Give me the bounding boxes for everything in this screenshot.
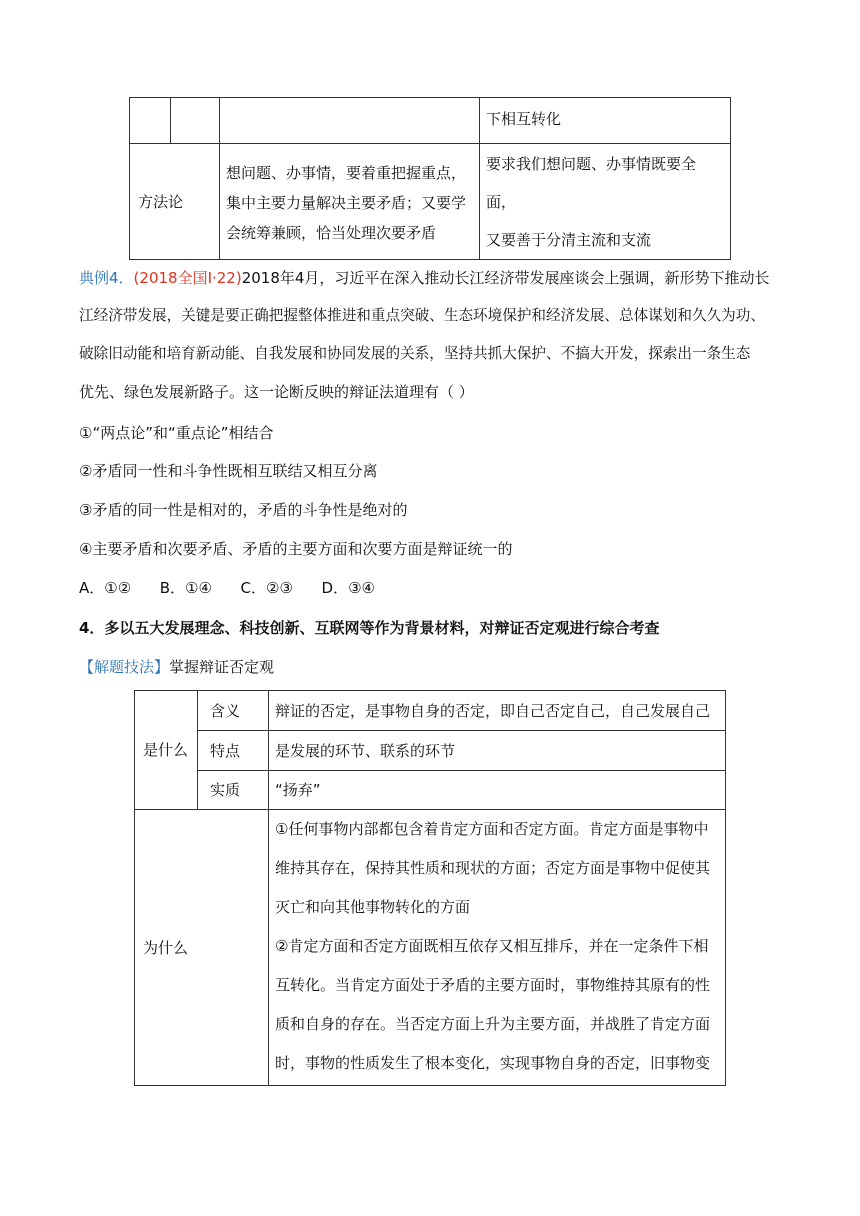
why-line: 时，事物的性质发生了根本变化，实现事物自身的否定，旧事物变 (275, 1054, 711, 1072)
cell-empty-b (171, 98, 220, 144)
cell-value (269, 691, 726, 731)
row-value: 辩证的否定，是事物自身的否定，即自己否定自己，自己发展自己 (275, 701, 711, 720)
example4-line-2: 江经济带发展，关键是要正确把握整体推进和重点突破、生态环境保护和经济发展、总体谋划和久久为功、 (79, 307, 765, 324)
row-value: “扬弃” (275, 781, 321, 799)
cell-what (135, 691, 198, 810)
cell-text: 下相互转化 (486, 110, 562, 128)
why-line: ②肯定方面和否定方面既相互依存又相互排斥，并在一定条件下相 (275, 937, 709, 955)
what-label: 是什么 (143, 741, 189, 759)
option-4: ④主要矛盾和次要矛盾、矛盾的主要方面和次要方面是辩证统一的 (79, 540, 513, 558)
method-mid-line: 集中主要力量解决主要矛盾；又要学 (226, 193, 467, 212)
method-mid-line: 会统筹兼顾，恰当处理次要矛盾 (226, 223, 437, 242)
example4-line-4: 优先、绿色发展新路子。这一论断反映的辩证法道理有（ ） (79, 383, 474, 401)
why-line: ①任何事物内部都包含着肯定方面和否定方面。肯定方面是事物中 (275, 820, 709, 838)
answer-choices: A．①② B．①④ C．②③ D．③④ (79, 579, 375, 597)
option-2: ②矛盾同一性和斗争性既相互联结又相互分离 (79, 462, 378, 480)
why-line: 灭亡和向其他事物转化的方面 (275, 898, 471, 916)
example4-line-1 (79, 268, 769, 288)
tip-line (79, 657, 274, 677)
cell-method-label (130, 144, 220, 260)
method-mid-line: 想问题、办事情，要着重把握重点， (226, 163, 467, 182)
cell-value (269, 771, 726, 810)
row-key: 实质 (210, 781, 241, 799)
option-1: ①“两点论”和“重点论”相结合 (79, 424, 274, 442)
method-right-line: 要求我们想问题、办事情既要全面， (486, 154, 697, 211)
cell-key (198, 691, 269, 731)
cell-key (198, 771, 269, 810)
example4-line-3: 破除旧动能和培育新动能、自我发展和协同发展的关系，坚持共抓大保护、不搞大开发，探索出一条生态 (79, 345, 751, 362)
tip-text: 掌握辩证否定观 (169, 658, 275, 676)
example-text: 2018年4月，习近平在深入推动长江经济带发展座谈会上强调，新形势下推动长 (241, 269, 770, 287)
table-dialectics-continued (129, 97, 731, 260)
why-label: 为什么 (143, 938, 189, 957)
row-value: 是发展的环节、联系的环节 (275, 741, 456, 760)
cell-value (269, 731, 726, 771)
example-label: 典例4． (79, 269, 134, 287)
row-key: 特点 (210, 741, 241, 760)
why-line: 维持其存在，保持其性质和现状的方面；否定方面是事物中促使其 (275, 859, 711, 877)
example-source: (2018全国Ⅰ·22) (133, 269, 242, 287)
cell-method-right (480, 144, 731, 260)
why-line: 质和自身的存在。当否定方面上升为主要方面，并战胜了肯定方面 (275, 1015, 711, 1033)
row-key: 含义 (210, 701, 241, 720)
cell-key (198, 731, 269, 771)
why-line: 互转化。当肯定方面处于矛盾的主要方面时，事物维持其原有的性 (275, 976, 711, 994)
cell-top-right (480, 98, 731, 144)
section-heading: 4．多以五大发展理念、科技创新、互联网等作为背景材料，对辩证否定观进行综合考查 (79, 619, 660, 637)
cell-why-content (269, 810, 726, 1086)
cell-empty-c (220, 98, 480, 144)
tip-label: 【解题技法】 (79, 658, 170, 676)
method-label: 方法论 (138, 192, 184, 211)
option-3: ③矛盾的同一性是相对的，矛盾的斗争性是绝对的 (79, 501, 408, 519)
method-right-line: 又要善于分清主流和支流 (486, 230, 652, 249)
table-dialectical-negation (134, 690, 726, 1086)
cell-method-mid (220, 144, 480, 260)
cell-empty-a (130, 98, 171, 144)
cell-why (135, 810, 269, 1086)
